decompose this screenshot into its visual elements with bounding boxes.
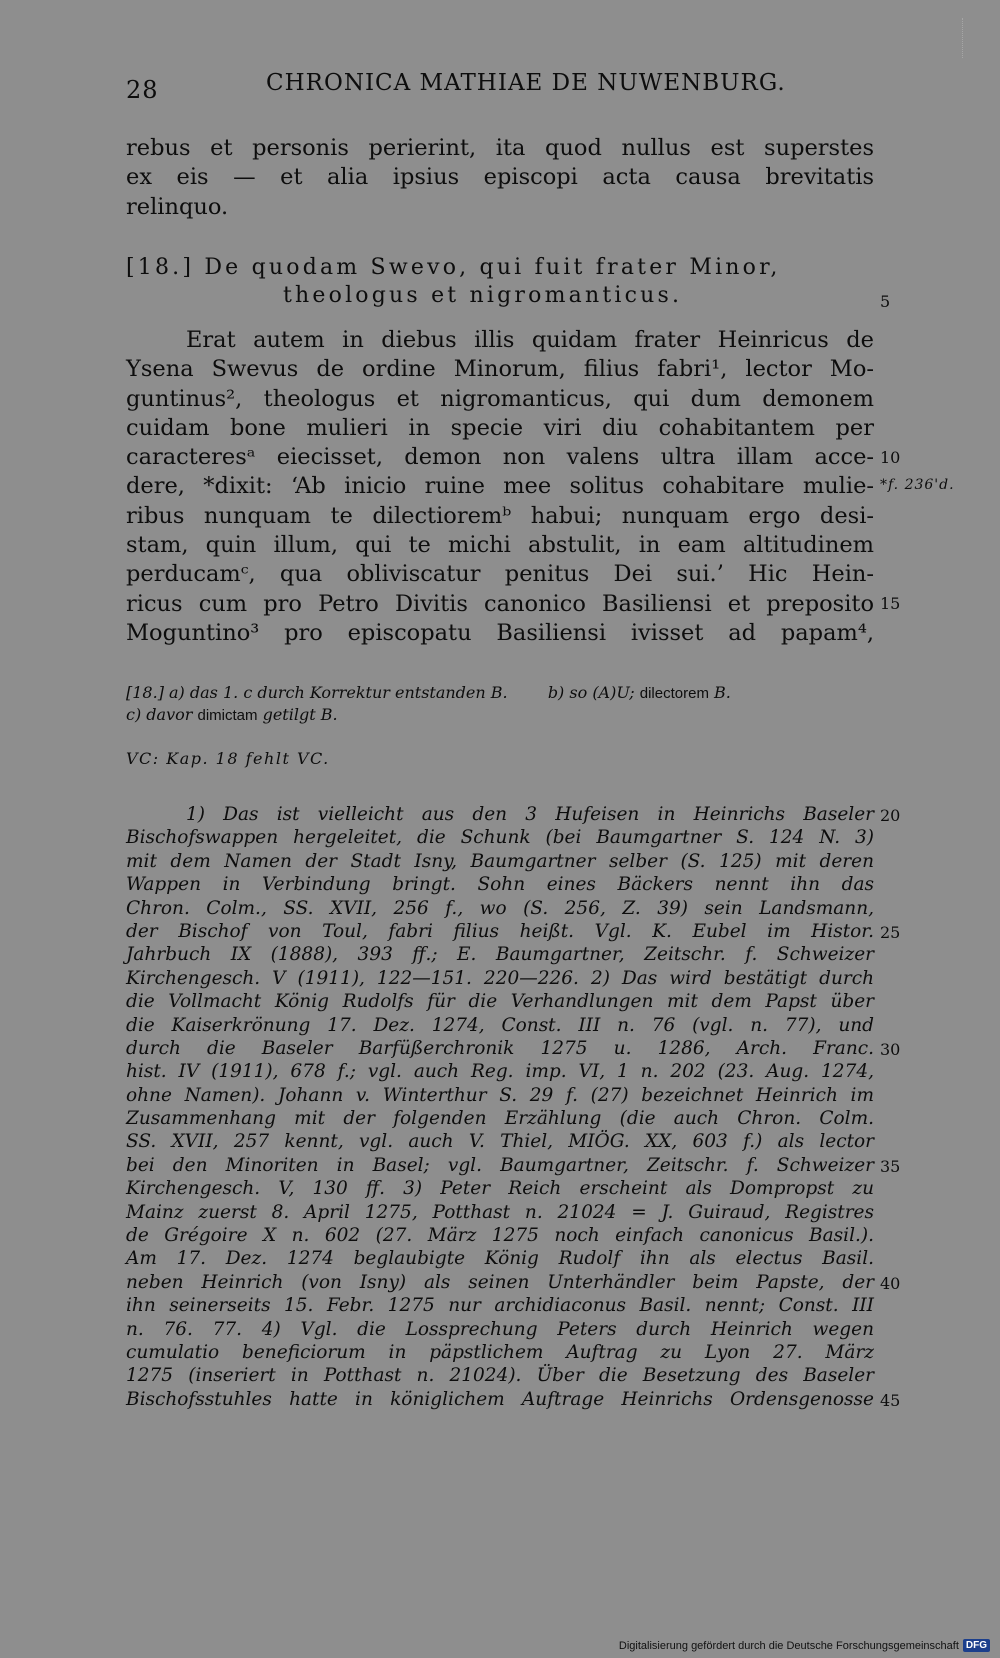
apparatus-note-b: b) so (A)U; xyxy=(547,683,635,702)
footnote-line: Wappen in Verbindung bringt. Sohn eines Bäckers nennt ihn das xyxy=(126,874,874,896)
credit-text: Digitalisierung gefördert durch die Deutsche Forschungsgemeinschaft xyxy=(618,1639,959,1652)
margin-line-number: 25 xyxy=(880,923,901,942)
chapter-heading-line: theologus et nigromanticus. xyxy=(283,283,683,308)
text-line: perducamᶜ, qua obliviscatur penitus Dei sui.’ Hic Hein- xyxy=(126,561,874,588)
footnote-line: de Grégoire X n. 602 (27. März 1275 noch einfach canonicus Basil.). xyxy=(126,1225,874,1247)
intro-paragraph xyxy=(126,134,874,222)
footnote-line: mit dem Namen der Stadt Isny, Baumgartner selber (S. 125) mit deren xyxy=(126,850,874,872)
text-line: cuidam bone mulieri in specie viri diu cohabitantem per xyxy=(126,414,874,441)
apparatus-variant: dimictam xyxy=(197,707,258,724)
footnote-line: bei den Minoriten in Basel; vgl. Baumgartner, Zeitschr. f. Schweizer xyxy=(126,1154,874,1176)
text-line: stam, quin illum, qui te michi abstulit, in eam altitudinem xyxy=(126,532,874,559)
text-line: rebus et personis perierint, ita quod nullus est superstes xyxy=(126,135,874,161)
footnote-line: 1) Das ist vielleicht aus den 3 Hufeisen in Heinrichs Baseler xyxy=(186,804,874,825)
footnote-line: Bischofswappen hergeleitet, die Schunk (bei Baumgartner S. 124 N. 3) xyxy=(126,827,874,849)
apparatus-line xyxy=(126,704,874,726)
margin-line-number: 35 xyxy=(880,1157,901,1176)
marginal-folio-note: *f. 236'd. xyxy=(880,477,955,493)
text-line: Moguntino³ pro episcopatu Basiliensi ivisset ad papam⁴, xyxy=(126,619,874,646)
margin-line-number: 10 xyxy=(880,448,901,467)
footnote-line: die Vollmacht König Rudolfs für die Verhandlungen mit dem Papst über xyxy=(126,991,874,1013)
footnotes xyxy=(126,803,874,1411)
apparatus-note-c: c) davor xyxy=(126,705,193,724)
apparatus-variant: dilectorem xyxy=(639,685,709,702)
margin-line-number: 20 xyxy=(880,806,901,825)
margin-line-number: 15 xyxy=(880,594,901,613)
footnote-line: n. 76. 77. 4) Vgl. die Lossprechung Peters durch Heinrich wegen xyxy=(126,1318,874,1340)
critical-apparatus xyxy=(126,682,874,769)
apparatus-note-a: [18.] a) das 1. c durch Korrektur entstanden B. xyxy=(126,683,508,702)
footnote-line: Am 17. Dez. 1274 beglaubigte König Rudolf ihn als electus Basil. xyxy=(126,1248,874,1270)
footnote-line: Kirchengesch. V, 130 ff. 3) Peter Reich erscheint als Dompropst zu xyxy=(126,1178,874,1200)
footnote-line: 1275 (inseriert in Potthast n. 21024). Über die Besetzung des Baseler xyxy=(126,1365,874,1387)
footnote-line: cumulatio beneficiorum in päpstlichem Auftrag zu Lyon 27. März xyxy=(126,1341,874,1363)
text-line: ribus nunquam te dilectioremᵇ habui; nunquam ergo desi- xyxy=(126,502,874,529)
footnote-line: Mainz zuerst 8. April 1275, Potthast n. 21024 = J. Guiraud, Registres xyxy=(126,1201,874,1223)
page-number: 28 xyxy=(126,76,159,104)
apparatus-line xyxy=(126,682,874,704)
running-title: CHRONICA MATHIAE DE NUWENBURG. xyxy=(266,70,786,96)
digitization-credit xyxy=(619,1639,990,1652)
apparatus-siglum: getilgt B. xyxy=(262,705,338,724)
footnote-line: Chron. Colm., SS. XVII, 256 f., wo (S. 256, Z. 39) sein Landsmann, xyxy=(126,897,874,919)
dfg-logo: DFG xyxy=(963,1639,990,1652)
footnote-line: Zusammenhang mit der folgenden Erzählung (die auch Chron. Colm. xyxy=(126,1108,874,1130)
footnote-line: Bischofsstuhles hatte in königlichem Auftrage Heinrichs Ordensgenosse xyxy=(126,1388,874,1410)
margin-line-number: 45 xyxy=(880,1391,901,1410)
text-line: relinquo. xyxy=(126,193,229,220)
footnote-line: durch die Baseler Barfüßerchronik 1275 u. 1286, Arch. Franc. xyxy=(126,1037,874,1059)
text-line: caracteresᵃ eiecisset, demon non valens ultra illam acce- xyxy=(126,444,874,471)
scan-edge-marks xyxy=(962,18,965,58)
footnote-line: SS. XVII, 257 kennt, vgl. auch V. Thiel, MIÖG. XX, 603 f.) als lector xyxy=(126,1131,874,1153)
margin-line-number: 40 xyxy=(880,1274,901,1293)
footnote-line: der Bischof von Toul, fabri filius heißt. Vgl. K. Eubel im Histor. xyxy=(126,920,874,942)
footnote-line: ihn seinerseits 15. Febr. 1275 nur archidiaconus Basil. nennt; Const. III xyxy=(126,1295,874,1317)
margin-line-number: 5 xyxy=(880,292,891,311)
footnote-line: ohne Namen). Johann v. Winterthur S. 29 f. (27) bezeichnet Heinrich im xyxy=(126,1084,874,1106)
text-line: dere, *dixit: ‘Ab inicio ruine mee solitus cohabitare mulie- xyxy=(126,473,874,500)
text-line: ricus cum pro Petro Divitis canonico Basiliensi et preposito xyxy=(126,590,874,617)
chapter-heading xyxy=(126,254,874,310)
margin-line-number: 30 xyxy=(880,1040,901,1059)
chapter-heading-line: [18.] De quodam Swevo, qui fuit frater Minor, xyxy=(126,255,781,280)
vc-note: VC: Kap. 18 fehlt VC. xyxy=(126,749,330,768)
footnote-line: neben Heinrich (von Isny) als seinen Unterhändler beim Papste, der xyxy=(126,1271,874,1293)
text-line: Ysena Swevus de ordine Minorum, filius fabri¹, lector Mo- xyxy=(126,356,874,383)
text-line: ex eis — et alia ipsius episcopi acta causa brevitatis xyxy=(126,164,874,191)
text-line: Erat autem in diebus illis quidam frater Heinricus de xyxy=(186,327,874,353)
footnote-line: Jahrbuch IX (1888), 393 ff.; E. Baumgartner, Zeitschr. f. Schweizer xyxy=(126,944,874,966)
footnote-line: die Kaiserkrönung 17. Dez. 1274, Const. III n. 76 (vgl. n. 77), und xyxy=(126,1014,874,1036)
main-paragraph xyxy=(126,326,874,648)
apparatus-siglum: B. xyxy=(714,683,731,702)
footnote-line: Kirchengesch. V (1911), 122—151. 220—226. 2) Das wird bestätigt durch xyxy=(126,967,874,989)
footnote-line: hist. IV (1911), 678 f.; vgl. auch Reg. imp. VI, 1 n. 202 (23. Aug. 1274, xyxy=(126,1061,874,1083)
text-line: guntinus², theologus et nigromanticus, qui dum demonem xyxy=(126,385,874,412)
